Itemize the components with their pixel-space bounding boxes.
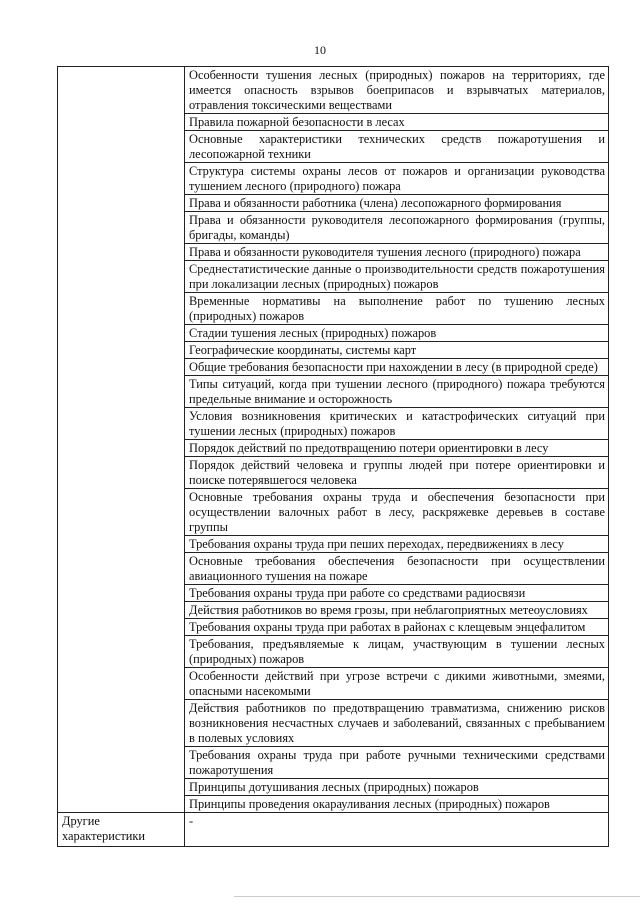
requirement-cell: Порядок действий человека и группы людей при потере ориентировки и поиске потерявшегося человека [185,457,609,489]
requirement-cell: Требования охраны труда при работах в районах с клещевым энцефалитом [185,619,609,636]
requirement-cell: Общие требования безопасности при нахождении в лесу (в природной среде) [185,359,609,376]
requirement-cell: Условия возникновения критических и катастрофических ситуаций при тушении лесных (природных) пожаров [185,408,609,440]
requirement-cell: Принципы проведения окарауливания лесных (природных) пожаров [185,796,609,813]
requirement-cell: Временные нормативы на выполнение работ по тушению лесных (природных) пожаров [185,293,609,325]
requirement-cell: Требования охраны труда при работе ручными техническими средствами пожаротушения [185,747,609,779]
requirements-table-body [58,67,609,847]
page-number: 10 [314,43,326,57]
requirements-table [57,66,609,847]
table-row-other [58,813,609,847]
requirement-cell: Типы ситуаций, когда при тушении лесного (природного) пожара требуются предельные внимание и осторожность [185,376,609,408]
requirement-cell: Среднестатистические данные о производительности средств пожаротушения при локализации лесных (природных) пожаров [185,261,609,293]
requirement-cell: Права и обязанности руководителя тушения лесного (природного) пожара [185,244,609,261]
left-column-cell [58,67,185,813]
requirement-cell: Требования, предъявляемые к лицам, участвующим в тушении лесных (природных) пожаров [185,636,609,668]
requirement-cell: Структура системы охраны лесов от пожаров и организации руководства тушением лесного (природного) пожара [185,163,609,195]
page-edge-line [234,896,640,897]
other-characteristics-label: Другие характеристики [58,813,185,847]
requirement-cell: Порядок действий по предотвращению потери ориентировки в лесу [185,440,609,457]
requirement-cell: Права и обязанности работника (члена) лесопожарного формирования [185,195,609,212]
requirement-cell: Действия работников во время грозы, при неблагоприятных метеоусловиях [185,602,609,619]
requirement-cell: Стадии тушения лесных (природных) пожаров [185,325,609,342]
requirement-cell: Основные требования обеспечения безопасности при осуществлении авиационного тушения на пожаре [185,553,609,585]
requirement-cell: Географические координаты, системы карт [185,342,609,359]
requirement-cell: Права и обязанности руководителя лесопожарного формирования (группы, бригады, команды) [185,212,609,244]
requirement-cell: Особенности тушения лесных (природных) пожаров на территориях, где имеется опасность взрывов боеприпасов и взрывчатых материалов, отравления токсическими веществами [185,67,609,114]
requirement-cell: Основные требования охраны труда и обеспечения безопасности при осуществлении валочных работ в лесу, раскряжевке деревьев в составе группы [185,489,609,536]
requirement-cell: Принципы дотушивания лесных (природных) пожаров [185,779,609,796]
requirement-cell: Основные характеристики технических средств пожаротушения и лесопожарной техники [185,131,609,163]
requirement-cell: Особенности действий при угрозе встречи с дикими животными, змеями, опасными насекомыми [185,668,609,700]
requirement-cell: Действия работников по предотвращению травматизма, снижению рисков возникновения несчастных случаев и заболеваний, связанных с пребыванием в полевых условиях [185,700,609,747]
requirement-cell: Требования охраны труда при работе со средствами радиосвязи [185,585,609,602]
requirement-cell: Требования охраны труда при пеших переходах, передвижениях в лесу [185,536,609,553]
table-row [58,67,609,114]
other-characteristics-value: - [185,813,609,847]
requirement-cell: Правила пожарной безопасности в лесах [185,114,609,131]
